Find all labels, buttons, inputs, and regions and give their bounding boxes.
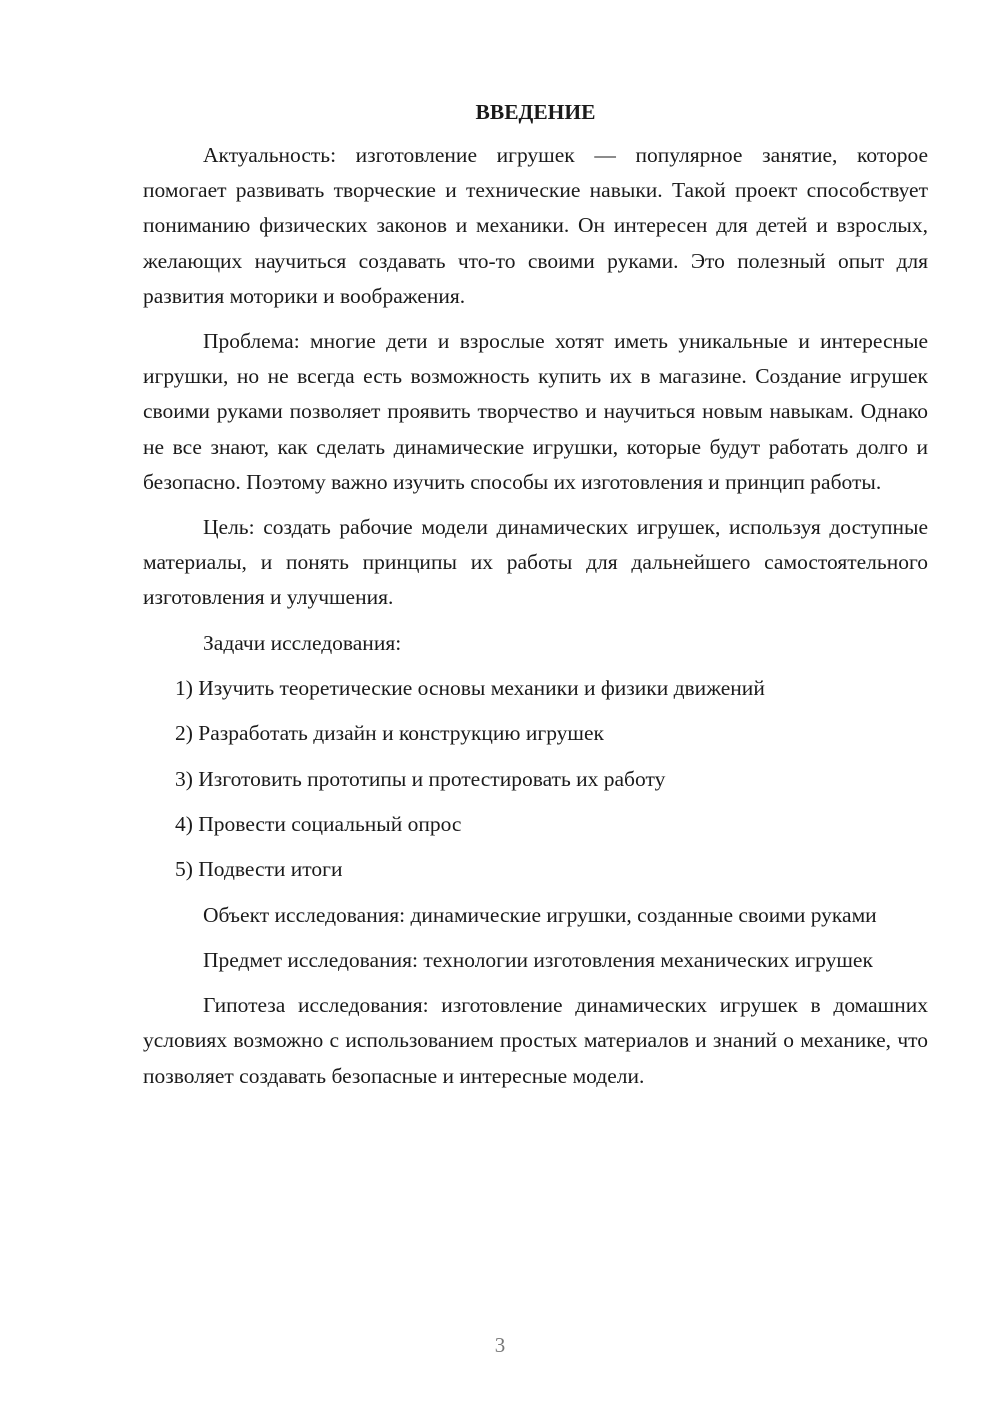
page-title: ВВЕДЕНИЕ	[475, 100, 596, 124]
list-item: 3) Изготовить прототипы и протестировать их работу	[175, 766, 666, 791]
paragraph-relevance: Актуальность: изготовление игрушек — популярное занятие, которое помогает развивать творческие и технические навыки. Такой проект способствует пониманию физических законов и механики. Он интересен для детей и взрослых, желающих научиться создавать что-то своими руками. Это полезный опыт для развития моторики и воображения.	[143, 143, 928, 308]
tasks-heading: Задачи исследования:	[203, 630, 402, 655]
list-item: 4) Провести социальный опрос	[175, 812, 462, 837]
paragraph-goal: Цель: создать рабочие модели динамических игрушек, используя доступные материалы, и понять принципы их работы для дальнейшего самостоятельного изготовления и улучшения.	[143, 515, 928, 610]
tasks-list	[143, 671, 928, 888]
list-item: 5) Подвести итоги	[175, 857, 343, 882]
list-item: 2) Разработать дизайн и конструкцию игрушек	[175, 721, 604, 746]
list-item: 1) Изучить теоретические основы механики и физики движений	[175, 675, 765, 700]
paragraph-problem: Проблема: многие дети и взрослые хотят иметь уникальные и интересные игрушки, но не всегда есть возможность купить их в магазине. Создание игрушек своими руками позволяет проявить творчество и научиться новым навыкам. Однако не все знают, как сделать динамические игрушки, которые будут работать долго и безопасно. Поэтому важно изучить способы их изготовления и принцип работы.	[143, 329, 928, 494]
paragraph-subject: Предмет исследования: технологии изготовления механических игрушек	[203, 948, 873, 972]
paragraph-hypothesis: Гипотеза исследования: изготовление динамических игрушек в домашних условиях возможно с использованием простых материалов и знаний о механике, что позволяет создавать безопасные и интересные модели.	[143, 993, 928, 1088]
page-content	[143, 96, 928, 1104]
paragraph-object: Объект исследования: динамические игрушки, созданные своими руками	[203, 902, 877, 927]
page-number: 3	[494, 1333, 506, 1357]
